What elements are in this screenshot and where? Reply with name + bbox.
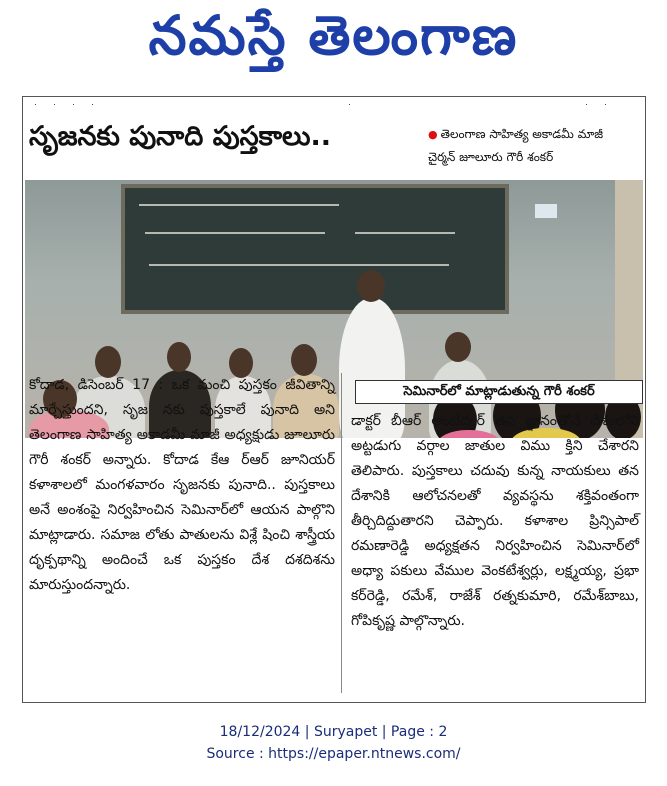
photo-caption: సెమినార్‌లో మాట్లాడుతున్న గౌరీ శంకర్ [355, 380, 643, 404]
source-link[interactable]: Source : https://epaper.ntnews.com/ [206, 746, 461, 762]
article-deck [428, 123, 640, 168]
newspaper-masthead [0, 0, 667, 88]
blackboard [121, 184, 509, 314]
news-clipping [22, 96, 646, 703]
column-divider [341, 373, 342, 693]
article-body-left-column: కోదాడ, డిసెంబర్ 17 : ఒక మంచి పుస్తకం జీవితాన్ని మార్చేస్తుందని, సృజ నకు పుస్తకాలే పునాది అని తెలంగాణ సాహిత్య అకాడమీ మాజీ అధ్యక్షుడు జూలూరు గౌరీ శంకర్ అన్నారు. కోదాడ కేఆ ర్ఆర్ జూనియర్ కళాశాలలో మంగళవారం సృజనకు పునాది.. పుస్తకాలు అనే అంశంపై నిర్వహించిన సెమినార్‌లో ఆయన పాల్గొని మాట్లాడారు. సమాజ లోతు పాతులను విశ్లే షించి శాస్త్రీయ దృక్పథాన్ని అందించే ఒక పుస్తకం దేశ దశదిశను మారుస్తుందన్నారు. [29, 377, 335, 593]
bullet-icon: ● [428, 128, 438, 141]
article-headline: సృజనకు పునాది పుస్తకాలు.. [29, 121, 331, 152]
masthead-title: నమస్తే తెలంగాణ [148, 4, 519, 67]
publication-info: 18/12/2024 | Suryapet | Page : 2 [219, 724, 448, 740]
cut-edge [23, 97, 645, 105]
deck-line-1: తెలంగాణ సాహిత్య అకాడమీ మాజీ [440, 127, 604, 141]
article-body-right-column: డాక్టర్ బీఆర్ అంబేద్కర్ తన జ్ఞానంతోనే దేశంలోని అట్టడుగు వర్గాల జాతుల విము క్తిని చేశారని తెలిపారు. పుస్తకాలు చదువు కున్న నాయకులు తన దేశానికి ఆలోచనలతో వ్యవస్థను శక్తివంతంగా తీర్చిదిద్దుతారని చెప్పారు. కళాశాల ప్రిన్సిపాల్ రమణారెడ్డి అధ్యక్షతన నిర్వహించిన సెమినార్‌లో అధ్యా పకులు వేముల వెంకటేశ్వర్లు, లక్ష్మయ్య, ప్రభా కర్‌రెడ్డి, రమేశ్, రాజేశ్ రత్నకుమారి, రమేశ్‌బాబు, గోపికృష్ణ పాల్గొన్నారు. [351, 413, 639, 629]
deck-line-2: చైర్మన్ జూలూరు గౌరీ శంకర్ [428, 150, 554, 164]
wall-poster [535, 204, 557, 218]
